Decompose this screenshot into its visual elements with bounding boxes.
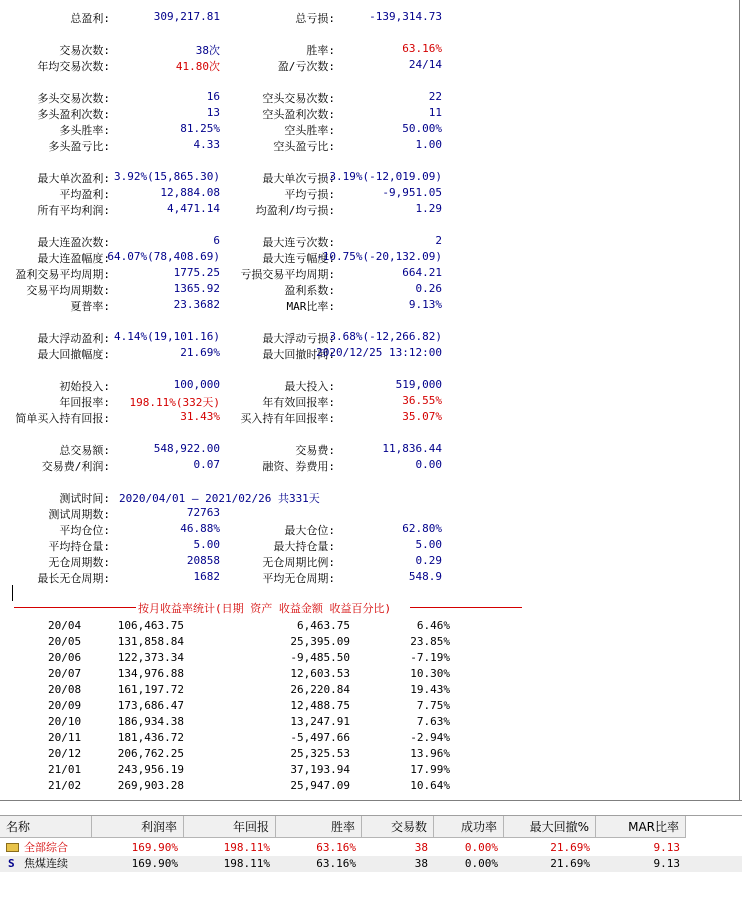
monthly-cell: 161,197.72 xyxy=(117,683,184,696)
monthly-cell: 131,858.84 xyxy=(117,635,184,648)
annual-return-value: 198.11%(332天) xyxy=(129,396,220,409)
monthly-cell: 134,976.88 xyxy=(117,667,184,680)
effective-annual-return-value: 36.55% xyxy=(402,394,442,407)
avg-profit-label: 平均盈利: xyxy=(59,188,110,201)
max-single-profit-label: 最大单次盈利: xyxy=(37,172,110,185)
fee-profit-ratio-value: 0.07 xyxy=(193,458,220,471)
monthly-cell: 6,463.75 xyxy=(297,619,350,632)
avg-holding-label: 平均持仓量: xyxy=(48,540,110,553)
monthly-cell: 186,934.38 xyxy=(117,715,184,728)
monthly-title: 按月收益率统计(日期 资产 收益金额 收益百分比) xyxy=(138,602,392,615)
monthly-cell: 181,436.72 xyxy=(117,731,184,744)
bh-return-value: 31.43% xyxy=(180,410,220,423)
long-wins-label: 多头盈利次数: xyxy=(37,108,110,121)
win-loss-count-label: 盈/亏次数: xyxy=(277,60,335,73)
monthly-cell: 173,686.47 xyxy=(117,699,184,712)
grid-name-cell: 焦煤连续 xyxy=(24,857,68,870)
test-bars-value: 72763 xyxy=(186,506,220,519)
monthly-cell: 12,488.75 xyxy=(290,699,350,712)
short-win-rate-value: 50.00% xyxy=(402,122,442,135)
monthly-rule-right xyxy=(410,607,522,608)
profit-factor-value: 0.26 xyxy=(415,282,442,295)
max-position-value: 62.80% xyxy=(402,522,442,535)
bh-annual-return-value: 35.07% xyxy=(402,410,442,423)
monthly-cell: 20/09 xyxy=(48,699,82,712)
report-right-border xyxy=(739,0,740,800)
short-wins-label: 空头盈利次数: xyxy=(262,108,335,121)
max-drawdown-value: 21.69% xyxy=(180,346,220,359)
mar-value: 9.13% xyxy=(408,298,442,311)
monthly-cell: 106,463.75 xyxy=(117,619,184,632)
grid-cell: 63.16% xyxy=(316,841,356,854)
monthly-cell: -9,485.50 xyxy=(290,651,350,664)
avg-profit-value: 12,884.08 xyxy=(160,186,220,199)
total-loss-value: -139,314.73 xyxy=(369,10,442,23)
long-win-rate-label: 多头胜率: xyxy=(59,124,110,137)
mar-label: MAR比率: xyxy=(286,300,335,313)
total-volume-label: 总交易额: xyxy=(59,444,110,457)
short-pl-ratio-value: 1.00 xyxy=(415,138,442,151)
flat-bars-label: 无仓周期数: xyxy=(48,556,110,569)
text-caret xyxy=(12,585,13,601)
annual-trades-label: 年均交易次数: xyxy=(37,60,110,73)
profit-factor-label: 盈利系数: xyxy=(284,284,335,297)
short-trades-value: 22 xyxy=(428,90,442,103)
trade-count-label: 交易次数: xyxy=(59,44,110,57)
win-rate-value: 63.16% xyxy=(402,42,442,55)
grid-cell: 38 xyxy=(414,841,428,854)
long-trades-value: 16 xyxy=(206,90,220,103)
grid-header-6[interactable]: 最大回撤% xyxy=(504,816,596,838)
grid-header-5[interactable]: 成功率 xyxy=(434,816,504,838)
monthly-cell: 20/12 xyxy=(48,747,82,760)
monthly-cell: 21/02 xyxy=(48,779,82,792)
grid-row[interactable] xyxy=(0,856,742,872)
max-consec-losses-value: 2 xyxy=(435,234,442,247)
max-drawdown-time-label: 最大回撤时间: xyxy=(262,348,335,361)
monthly-cell: 20/08 xyxy=(48,683,82,696)
grid-cell: 21.69% xyxy=(550,841,590,854)
monthly-cell: 23.85% xyxy=(410,635,450,648)
long-wins-value: 13 xyxy=(206,106,220,119)
max-holding-label: 最大持仓量: xyxy=(273,540,335,553)
loss-avg-period-label: 亏损交易平均周期: xyxy=(240,268,335,281)
monthly-cell: 20/06 xyxy=(48,651,82,664)
max-float-loss-value: -3.68%(-12,266.82) xyxy=(322,330,442,343)
grid-header-4[interactable]: 交易数 xyxy=(362,816,434,838)
monthly-cell: 26,220.84 xyxy=(290,683,350,696)
monthly-cell: 21/01 xyxy=(48,763,82,776)
avg-return-label: 所有平均利润: xyxy=(37,204,110,217)
short-pl-ratio-label: 空头盈亏比: xyxy=(273,140,335,153)
monthly-cell: 6.46% xyxy=(416,619,450,632)
fee-profit-ratio-label: 交易费/利润: xyxy=(41,460,110,473)
avg-flat-label: 平均无仓周期: xyxy=(262,572,335,585)
fees-label: 交易费: xyxy=(295,444,335,457)
initial-capital-value: 100,000 xyxy=(173,378,220,391)
monthly-cell: 10.64% xyxy=(410,779,450,792)
longest-flat-value: 1682 xyxy=(193,570,220,583)
short-wins-value: 11 xyxy=(428,106,442,119)
max-consec-loss-amp-label: 最大连亏幅度: xyxy=(262,252,335,265)
monthly-rule-left xyxy=(14,607,136,608)
grid-cell: 198.11% xyxy=(223,841,270,854)
flat-ratio-value: 0.29 xyxy=(415,554,442,567)
monthly-cell: 7.75% xyxy=(416,699,450,712)
flat-bars-value: 20858 xyxy=(186,554,220,567)
avg-loss-value: -9,951.05 xyxy=(382,186,442,199)
max-single-profit-value: 3.92%(15,865.30) xyxy=(114,170,220,183)
avg-position-value: 46.88% xyxy=(180,522,220,535)
monthly-cell: 25,395.09 xyxy=(290,635,350,648)
monthly-cell: 20/10 xyxy=(48,715,82,728)
win-rate-label: 胜率: xyxy=(306,44,335,57)
monthly-cell: 25,947.09 xyxy=(290,779,350,792)
annual-trades-value: 41.80次 xyxy=(175,60,220,73)
bh-annual-return-label: 买入持有年回报率: xyxy=(240,412,335,425)
grid-cell: 0.00% xyxy=(464,857,498,870)
short-trades-label: 空头交易次数: xyxy=(262,92,335,105)
long-pl-ratio-value: 4.33 xyxy=(193,138,220,151)
grid-cell: 0.00% xyxy=(464,841,498,854)
total-volume-value: 548,922.00 xyxy=(153,442,220,455)
short-win-rate-label: 空头胜率: xyxy=(284,124,335,137)
monthly-cell: 122,373.34 xyxy=(117,651,184,664)
max-capital-value: 519,000 xyxy=(395,378,442,391)
win-avg-period-label: 盈利交易平均周期: xyxy=(15,268,110,281)
max-consec-wins-label: 最大连盈次数: xyxy=(37,236,110,249)
long-pl-ratio-label: 多头盈亏比: xyxy=(48,140,110,153)
max-float-profit-value: 4.14%(19,101.16) xyxy=(114,330,220,343)
grid-cell: 21.69% xyxy=(550,857,590,870)
monthly-cell: -5,497.66 xyxy=(290,731,350,744)
monthly-cell: 20/07 xyxy=(48,667,82,680)
max-single-loss-value: -3.19%(-12,019.09) xyxy=(322,170,442,183)
monthly-cell: 19.43% xyxy=(410,683,450,696)
monthly-cell: 269,903.28 xyxy=(117,779,184,792)
grid-name-cell: 全部综合 xyxy=(24,841,68,854)
total-profit-value: 309,217.81 xyxy=(153,10,220,23)
s-icon: S xyxy=(8,857,15,870)
monthly-cell: -2.94% xyxy=(410,731,450,744)
grid-cell: 9.13 xyxy=(653,841,680,854)
monthly-cell: 37,193.94 xyxy=(290,763,350,776)
monthly-cell: 206,762.25 xyxy=(117,747,184,760)
monthly-cell: 7.63% xyxy=(416,715,450,728)
max-consec-win-amp-value: 64.07%(78,408.69) xyxy=(107,250,220,263)
longest-flat-label: 最长无仓周期: xyxy=(37,572,110,585)
monthly-cell: 25,325.53 xyxy=(290,747,350,760)
max-single-loss-label: 最大单次亏损: xyxy=(262,172,335,185)
avg-return-value: 4,471.14 xyxy=(167,202,220,215)
avg-holding-value: 5.00 xyxy=(193,538,220,551)
monthly-cell: 10.30% xyxy=(410,667,450,680)
test-period-value: 2020/04/01 — 2021/02/26 共331天 xyxy=(119,492,320,505)
trade-avg-period-value: 1365.92 xyxy=(173,282,220,295)
max-capital-label: 最大投入: xyxy=(284,380,335,393)
monthly-cell: 243,956.19 xyxy=(117,763,184,776)
monthly-cell: -7.19% xyxy=(410,651,450,664)
grid-header-0[interactable]: 名称 xyxy=(0,816,92,838)
max-float-profit-label: 最大浮动盈利: xyxy=(37,332,110,345)
trade-count-value: 38次 xyxy=(195,44,220,57)
fees-value: 11,836.44 xyxy=(382,442,442,455)
avg-loss-label: 平均亏损: xyxy=(284,188,335,201)
grid-header-7[interactable]: MAR比率 xyxy=(596,816,686,838)
total-loss-label: 总亏损: xyxy=(295,12,335,25)
max-consec-loss-amp-value: -10.75%(-20,132.09) xyxy=(316,250,442,263)
grid-cell: 9.13 xyxy=(653,857,680,870)
long-win-rate-value: 81.25% xyxy=(180,122,220,135)
grid-cell: 198.11% xyxy=(223,857,270,870)
monthly-cell: 20/11 xyxy=(48,731,82,744)
max-position-label: 最大仓位: xyxy=(284,524,335,537)
long-trades-label: 多头交易次数: xyxy=(37,92,110,105)
report-bottom-border xyxy=(0,800,742,801)
avg-pl-ratio-label: 均盈利/均亏损: xyxy=(255,204,335,217)
grid-cell: 169.90% xyxy=(131,857,178,870)
flat-ratio-label: 无仓周期比例: xyxy=(262,556,335,569)
grid-header-2[interactable]: 年回报 xyxy=(184,816,276,838)
grid-row[interactable] xyxy=(0,840,742,856)
monthly-cell: 17.99% xyxy=(410,763,450,776)
monthly-cell: 13,247.91 xyxy=(290,715,350,728)
avg-position-label: 平均仓位: xyxy=(59,524,110,537)
grid-header-3[interactable]: 胜率 xyxy=(276,816,362,838)
total-profit-label: 总盈利: xyxy=(70,12,110,25)
grid-header-1[interactable]: 利润率 xyxy=(92,816,184,838)
bh-return-label: 简单买入持有回报: xyxy=(15,412,110,425)
financing-fee-value: 0.00 xyxy=(415,458,442,471)
monthly-cell: 20/04 xyxy=(48,619,82,632)
max-drawdown-label: 最大回撤幅度: xyxy=(37,348,110,361)
max-consec-losses-label: 最大连亏次数: xyxy=(262,236,335,249)
win-loss-count-value: 24/14 xyxy=(408,58,442,71)
avg-pl-ratio-value: 1.29 xyxy=(415,202,442,215)
loss-avg-period-value: 664.21 xyxy=(402,266,442,279)
monthly-cell: 12,603.53 xyxy=(290,667,350,680)
initial-capital-label: 初始投入: xyxy=(59,380,110,393)
trade-avg-period-label: 交易平均周期数: xyxy=(26,284,110,297)
grid-cell: 63.16% xyxy=(316,857,356,870)
win-avg-period-value: 1775.25 xyxy=(173,266,220,279)
sharpe-value: 23.3682 xyxy=(173,298,220,311)
grid-cell: 169.90% xyxy=(131,841,178,854)
test-bars-label: 测试周期数: xyxy=(48,508,110,521)
max-float-loss-label: 最大浮动亏损: xyxy=(262,332,335,345)
test-period-label: 测试时间: xyxy=(59,492,110,505)
avg-flat-value: 548.9 xyxy=(408,570,442,583)
monthly-cell: 13.96% xyxy=(410,747,450,760)
max-holding-value: 5.00 xyxy=(415,538,442,551)
grid-cell: 38 xyxy=(414,857,428,870)
financing-fee-label: 融资、券费用: xyxy=(262,460,335,473)
monthly-cell: 20/05 xyxy=(48,635,82,648)
annual-return-label: 年回报率: xyxy=(59,396,110,409)
summary-grid[interactable] xyxy=(0,815,742,918)
max-consec-wins-value: 6 xyxy=(213,234,220,247)
max-consec-win-amp-label: 最大连盈幅度: xyxy=(37,252,110,265)
effective-annual-return-label: 年有效回报率: xyxy=(262,396,335,409)
max-drawdown-time-value: 2020/12/25 13:12:00 xyxy=(316,346,442,359)
sharpe-label: 夏普率: xyxy=(70,300,110,313)
